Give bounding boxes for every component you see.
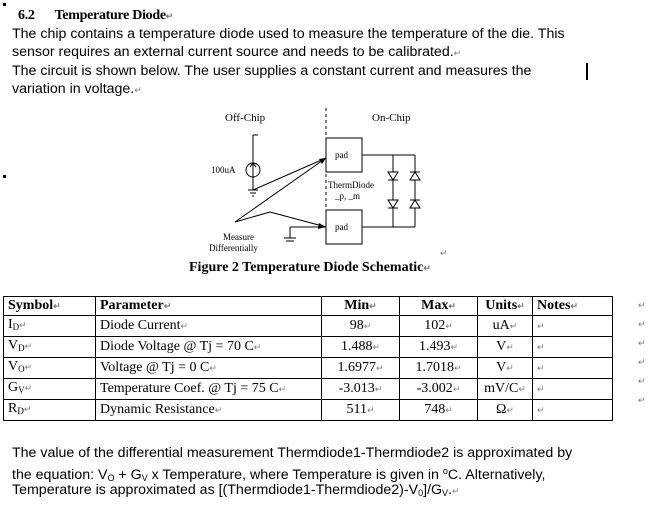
on-chip-label: On-Chip [372, 112, 411, 124]
p3-text: ]/G [423, 482, 443, 498]
cell-mark: ↵ [214, 405, 223, 415]
paragraph-3-line-3 [12, 481, 460, 502]
min-text: 1.488 [340, 339, 373, 354]
cell-mark: ↵ [366, 405, 375, 415]
cell-mark: ↵ [445, 405, 453, 415]
p3-superscript: o [442, 466, 448, 476]
pad-top-label: pad [335, 150, 348, 160]
cell-mark: ↵ [369, 301, 377, 311]
table-row [4, 358, 613, 379]
parameter-text: Temperature Coef. @ Tj = 75 C [100, 381, 279, 396]
units-text: V [496, 360, 507, 375]
notes-cell [533, 379, 613, 400]
units-text: V [496, 339, 507, 354]
cell-mark: ↵ [375, 363, 384, 373]
pad-bottom-label: pad [335, 222, 348, 232]
row-end-mark: ↵ [638, 319, 646, 329]
units-cell [478, 400, 533, 421]
min-cell [322, 316, 400, 337]
section-number: 6.2 [18, 8, 35, 23]
paragraph-1-line-2-text: sensor requires an external current source and needs to be calibrated. [12, 44, 454, 60]
max-text: 102 [424, 318, 446, 333]
header-max [400, 297, 478, 316]
paragraph-mark: ↵ [423, 263, 431, 273]
diode-icon [388, 172, 398, 180]
table-row [4, 316, 613, 337]
margin-mark [3, 3, 6, 6]
cell-mark: ↵ [506, 342, 514, 352]
header-max-text: Max [421, 298, 449, 313]
header-parameter-text: Parameter [100, 298, 164, 313]
cell-mark: ↵ [19, 320, 27, 330]
parameter-table [3, 296, 613, 421]
paragraph-mark: ↵ [452, 486, 460, 496]
table-row [4, 379, 613, 400]
cell-mark: ↵ [180, 321, 189, 331]
cell-mark: ↵ [453, 363, 462, 373]
symbol-cell [4, 316, 96, 337]
cell-mark: ↵ [570, 301, 578, 311]
header-symbol-text: Symbol [8, 298, 54, 313]
p3-text: C. Alternatively, [447, 467, 546, 483]
notes-cell [533, 400, 613, 421]
temperature-diode-schematic [195, 100, 455, 260]
cell-mark: ↵ [374, 384, 383, 394]
diode-label-2: _p, _m [335, 191, 361, 201]
symbol-subscript: V [18, 385, 25, 395]
header-min-text: Min [344, 298, 370, 313]
cell-mark: ↵ [537, 405, 545, 415]
diode-label-1: ThermDiode [328, 180, 374, 190]
min-text: 1.6977 [337, 360, 376, 375]
cell-mark: ↵ [452, 384, 461, 394]
cell-mark: ↵ [253, 342, 262, 352]
p3-subscript: V [442, 488, 449, 498]
parameter-text: Dynamic Resistance [100, 402, 215, 417]
header-parameter [96, 297, 322, 316]
cell-mark: ↵ [450, 342, 459, 352]
header-notes [533, 297, 613, 316]
diode-icon [388, 200, 398, 208]
cell-mark: ↵ [24, 341, 33, 351]
min-text: 98 [349, 318, 364, 333]
units-text: uA [492, 318, 510, 333]
header-notes-text: Notes [537, 298, 571, 313]
paragraph-mark: ↵ [134, 85, 142, 95]
diode-icon [410, 200, 420, 208]
p3-subscript: O [107, 473, 115, 483]
min-cell [322, 358, 400, 379]
min-text: -3.013 [338, 381, 375, 396]
cell-mark: ↵ [506, 405, 514, 415]
text-cursor [586, 63, 588, 80]
max-text: 748 [424, 402, 446, 417]
units-cell [478, 316, 533, 337]
notes-cell [533, 358, 613, 379]
cell-mark: ↵ [24, 362, 33, 372]
cell-mark: ↵ [445, 321, 453, 331]
symbol-text: I [8, 317, 13, 332]
parameter-text: Voltage @ Tj = 0 C [100, 360, 210, 375]
cell-mark: ↵ [448, 301, 456, 311]
max-cell [400, 400, 478, 421]
units-text: mV/C [484, 381, 519, 396]
paragraph-2-line-2-text: variation in voltage. [12, 81, 135, 97]
p3-text: the equation: V [12, 467, 108, 483]
paragraph-mark: ↵ [453, 48, 462, 58]
parameter-cell [96, 316, 322, 337]
paragraph-1-line-1: The chip contains a temperature diode used to measure the temperature of the die. This [12, 26, 565, 42]
cell-mark: ↵ [537, 363, 545, 373]
cell-mark: ↵ [23, 404, 32, 414]
row-end-mark: ↵ [638, 300, 646, 310]
paragraph-2-line-1: The circuit is shown below. The user supplies a constant current and measures the [12, 63, 532, 79]
row-end-mark: ↵ [638, 395, 646, 405]
units-cell [478, 337, 533, 358]
parameter-cell [96, 379, 322, 400]
symbol-text: V [8, 359, 19, 374]
min-cell [322, 400, 400, 421]
cell-mark: ↵ [363, 321, 372, 331]
measure-label-2: Differentially [209, 243, 258, 253]
cell-mark: ↵ [372, 342, 381, 352]
min-text: 511 [346, 402, 367, 417]
figure-caption [189, 260, 431, 276]
table-row [4, 400, 613, 421]
cell-mark: ↵ [209, 363, 217, 373]
parameter-text: Diode Current [100, 318, 181, 333]
cell-mark: ↵ [509, 321, 518, 331]
max-cell [400, 379, 478, 400]
figure-caption-text: Figure 2 Temperature Diode Schematic [189, 260, 424, 275]
units-cell [478, 358, 533, 379]
p3-subscript: V [141, 473, 148, 483]
symbol-text: G [8, 380, 19, 395]
cell-mark: ↵ [53, 301, 61, 311]
max-cell [400, 358, 478, 379]
header-units [478, 297, 533, 316]
cell-mark: ↵ [278, 384, 287, 394]
cell-mark: ↵ [24, 383, 33, 393]
symbol-cell [4, 379, 96, 400]
max-text: 1.7018 [415, 360, 454, 375]
table-row [4, 337, 613, 358]
p3-text: Temperature is approximated as [(Thermdiode1-Thermdiode2)-V [12, 482, 419, 498]
symbol-text: V [8, 338, 19, 353]
cell-mark: ↵ [518, 384, 526, 394]
cell-mark: ↵ [537, 321, 545, 331]
paragraph-3-line-1: The value of the differential measurement Thermdiode1-Thermdiode2 is approximated by [12, 445, 573, 461]
max-text: 1.493 [418, 339, 451, 354]
p3-subscript: 0 [418, 488, 424, 498]
notes-cell [533, 337, 613, 358]
off-chip-label: Off-Chip [225, 112, 266, 124]
cell-mark: ↵ [537, 384, 545, 394]
symbol-subscript: D [18, 343, 25, 353]
symbol-subscript: D [17, 406, 24, 416]
max-cell [400, 316, 478, 337]
symbol-text: R [8, 401, 18, 416]
paragraph-mark: ↵ [440, 248, 448, 258]
cell-mark: ↵ [537, 342, 545, 352]
parameter-text: Diode Voltage @ Tj = 70 C [100, 339, 254, 354]
diode-icon [410, 172, 420, 180]
paragraph-2-line-2 [12, 80, 142, 99]
parameter-cell [96, 337, 322, 358]
table-header-row [4, 297, 613, 316]
p3-text: + G [114, 467, 142, 483]
max-text: -3.002 [416, 381, 453, 396]
measure-arrow-bottom [235, 212, 270, 222]
p3-text: . [448, 482, 453, 498]
row-end-mark: ↵ [638, 338, 646, 348]
row-end-mark: ↵ [638, 357, 646, 367]
measure-label-1: Measure [223, 232, 254, 242]
cell-mark: ↵ [506, 363, 514, 373]
symbol-cell [4, 358, 96, 379]
cell-mark: ↵ [163, 301, 172, 311]
section-title: Temperature Diode [54, 8, 166, 23]
current-label: 100uA [211, 165, 236, 175]
symbol-cell [4, 400, 96, 421]
paragraph-1-line-2 [12, 43, 461, 62]
cell-mark: ↵ [517, 301, 525, 311]
p3-text: x Temperature, where Temperature is given in [147, 467, 443, 483]
header-symbol [4, 297, 96, 316]
margin-mark [3, 175, 6, 178]
row-end-mark: ↵ [638, 376, 646, 386]
parameter-cell [96, 358, 322, 379]
source-to-pad-wire [253, 158, 326, 190]
symbol-cell [4, 337, 96, 358]
paragraph-mark: ↵ [165, 11, 174, 21]
max-cell [400, 337, 478, 358]
symbol-subscript: O [18, 364, 25, 374]
header-units-text: Units [485, 298, 518, 313]
symbol-subscript: D [12, 322, 20, 332]
parameter-cell [96, 400, 322, 421]
min-cell [322, 337, 400, 358]
min-cell [322, 379, 400, 400]
units-cell [478, 379, 533, 400]
units-text: Ω [496, 402, 507, 417]
header-min [322, 297, 400, 316]
notes-cell [533, 316, 613, 337]
section-heading [18, 8, 173, 24]
